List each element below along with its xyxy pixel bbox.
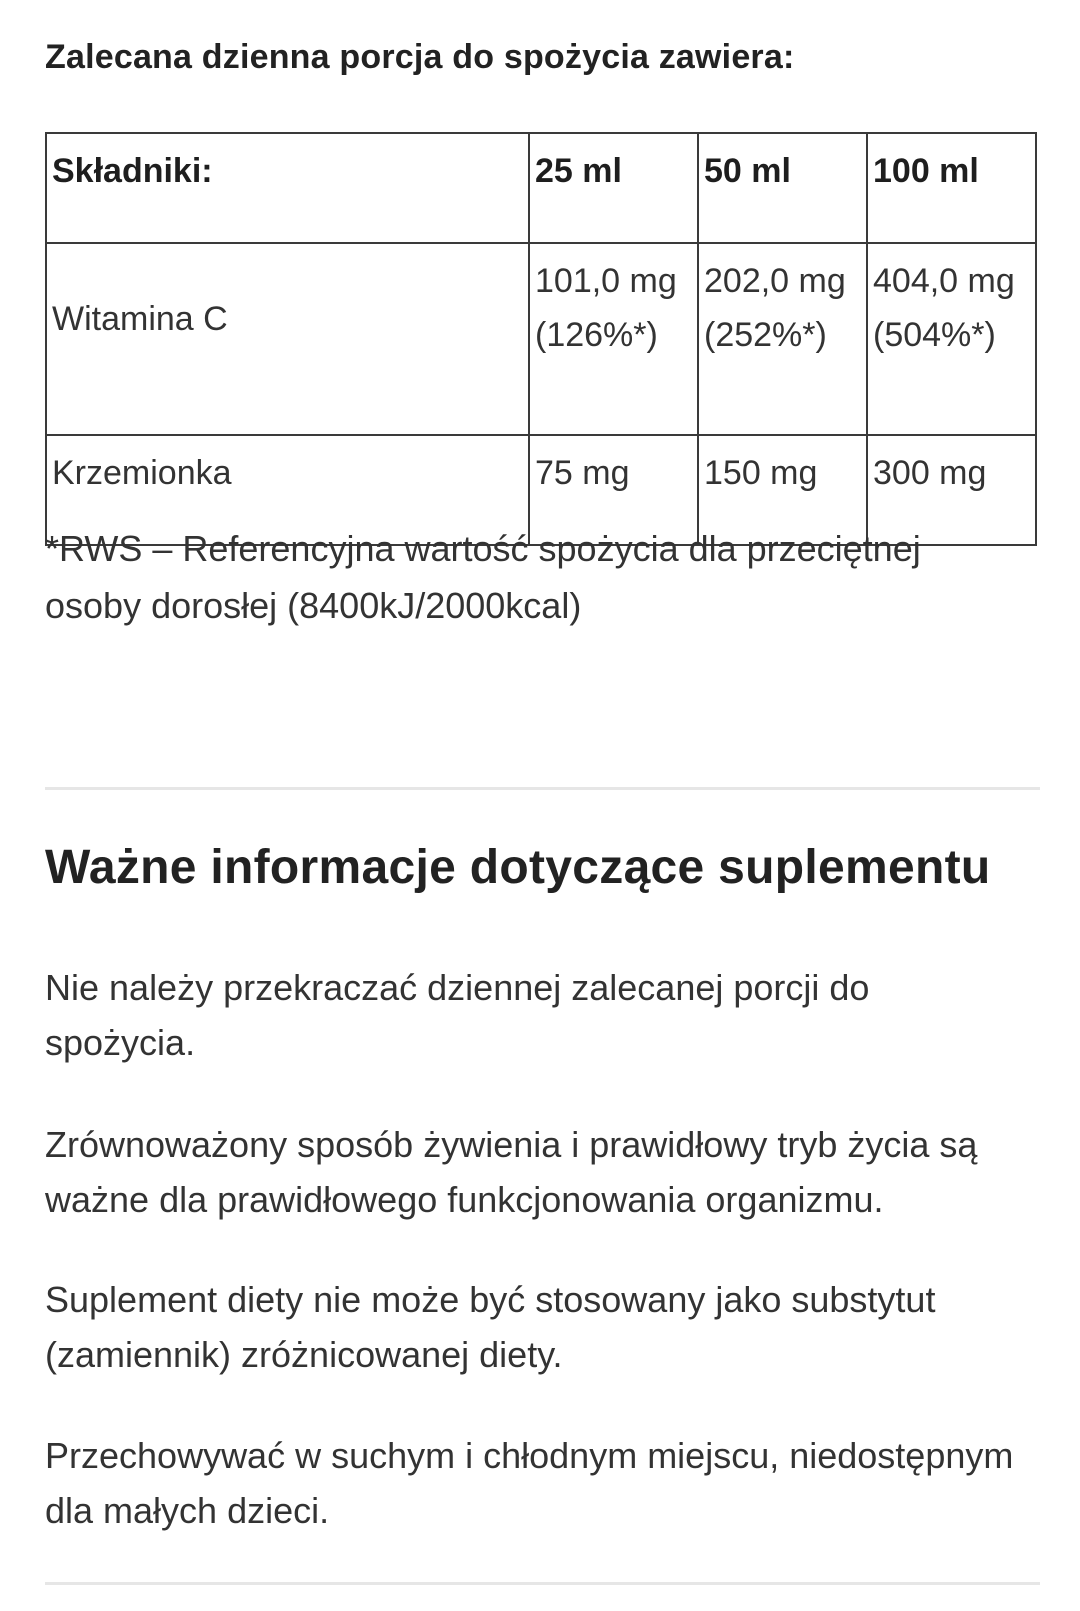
- nutrition-table: [45, 132, 1037, 546]
- rws-percent: (126%*): [535, 316, 658, 354]
- info-paragraph: [45, 1428, 1040, 1538]
- header-50ml: 50 ml: [698, 133, 867, 243]
- info-paragraph: [45, 1117, 1040, 1227]
- rws-footnote: [45, 520, 1035, 634]
- amount-value: 101,0 mg: [535, 262, 677, 300]
- paragraph-line: Przechowywać w suchym i chłodnym miejscu, niedostępnym: [45, 1435, 1014, 1476]
- paragraph-line: Zrównoważony sposób żywienia i prawidłowy tryb życia są: [45, 1124, 978, 1165]
- paragraph-line: ważne dla prawidłowego funkcjonowania organizmu.: [45, 1179, 884, 1220]
- ingredient-name: Krzemionka: [46, 435, 529, 545]
- amount-cell: [698, 243, 867, 435]
- rws-percent: (504%*): [873, 316, 996, 354]
- amount-cell: [529, 243, 698, 435]
- header-100ml: 100 ml: [867, 133, 1036, 243]
- info-paragraph: [45, 1272, 1040, 1382]
- paragraph-line: Suplement diety nie może być stosowany jako substytut: [45, 1279, 936, 1320]
- header-ingredients: Składniki:: [46, 133, 529, 243]
- section-title: Ważne informacje dotyczące suplementu: [45, 841, 991, 894]
- paragraph-line: spożycia.: [45, 1022, 196, 1063]
- table-header-row: [46, 133, 1036, 243]
- paragraph-line: dla małych dzieci.: [45, 1490, 330, 1531]
- rws-percent: (252%*): [704, 316, 827, 354]
- intro-heading: Zalecana dzienna porcja do spożycia zawiera:: [45, 38, 795, 76]
- amount-value: 202,0 mg: [704, 262, 846, 300]
- section-divider: [45, 1582, 1040, 1585]
- info-paragraph: [45, 960, 1040, 1070]
- section-divider: [45, 787, 1040, 790]
- amount-value: 404,0 mg: [873, 262, 1015, 300]
- paragraph-line: (zamiennik) zróżnicowanej diety.: [45, 1334, 563, 1375]
- amount-value: 75 mg: [529, 435, 698, 545]
- paragraph-line: Nie należy przekraczać dziennej zalecanej porcji do: [45, 967, 870, 1008]
- footnote-line: *RWS – Referencyjna wartość spożycia dla przeciętnej: [45, 528, 921, 569]
- table-row: [46, 243, 1036, 435]
- ingredient-name: Witamina C: [46, 243, 529, 435]
- amount-value: 300 mg: [867, 435, 1036, 545]
- header-25ml: 25 ml: [529, 133, 698, 243]
- footnote-line: osoby dorosłej (8400kJ/2000kcal): [45, 585, 582, 626]
- amount-value: 150 mg: [698, 435, 867, 545]
- amount-cell: [867, 243, 1036, 435]
